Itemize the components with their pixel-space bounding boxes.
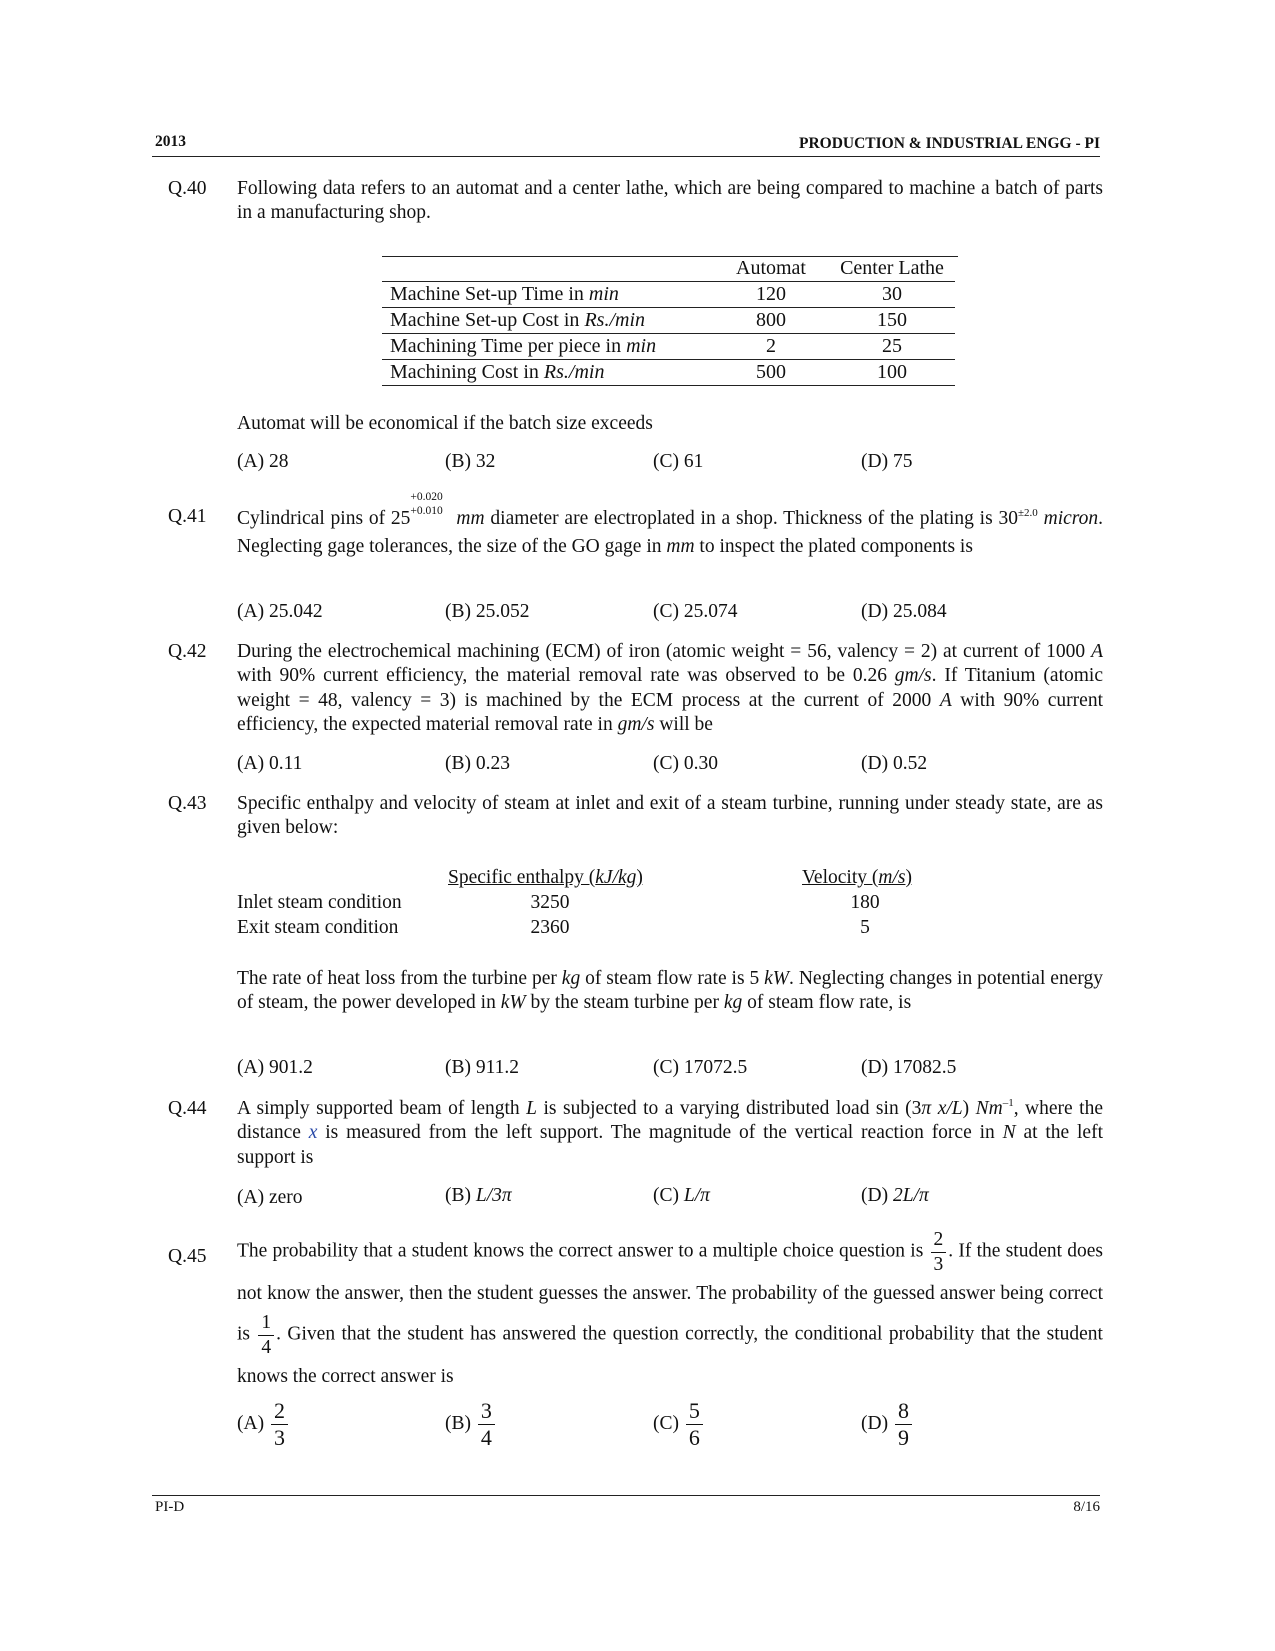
question-number: Q.44: [168, 1098, 207, 1119]
option-c: (C) L/π: [653, 1185, 710, 1206]
option-b: (B) $\frac{3}{4}$: [445, 1400, 497, 1449]
option-a: (A) 25.042: [237, 601, 323, 622]
table-cell: 2: [766, 335, 776, 357]
option-c: (C) 25.074: [653, 601, 738, 622]
table-row-label: Machining Time per piece in min: [390, 335, 657, 357]
steam-row-label: Inlet steam condition: [237, 892, 402, 913]
table-cell: 100: [877, 361, 907, 383]
table-cell: 150: [877, 309, 907, 331]
nominal-diameter: 25: [390, 508, 411, 529]
diameter-tolerance: +0.020 +0.010: [410, 491, 443, 517]
question-text: A simply supported beam of length L is subjected to a varying distributed load sin (3π x/L) $Nm^{-1}$, where the distance x is measured from the left support. The magnitude of the vertical reaction force in N at the left support is: [237, 1097, 1104, 1168]
option-b: (B) 25.052: [445, 601, 530, 622]
page-number: 8/16: [1073, 1499, 1100, 1515]
table-cell: 25: [882, 335, 902, 357]
table-row: [382, 282, 955, 308]
fraction: $\frac{5}{6}$: [686, 1400, 703, 1449]
table-row-label: Machining Cost in Rs./min: [390, 361, 605, 383]
table-row: [382, 360, 955, 386]
option-c: (C) 61: [653, 451, 704, 472]
steam-velocity-value: 5: [860, 917, 870, 938]
exam-year: 2013: [155, 133, 186, 150]
table-cell: 500: [756, 361, 786, 383]
question-number: Q.42: [168, 641, 207, 662]
table-row: [382, 334, 955, 360]
option-b: (B) 0.23: [445, 753, 510, 774]
option-a: (A) 0.11: [237, 753, 303, 774]
question-text: During the electrochemical machining (ECM) of iron (atomic weight = 56, valency = 2) at current of 1000 A with 90% current efficiency, the material removal rate was observed to be 0.26 gm/s. If Titanium (atomic weight = 48, valency = 3) is machined by the ECM process at the current of 2000 A with 90% current efficiency, the expected material removal rate in gm/s will be: [237, 641, 1103, 736]
option-d: (D) 17082.5: [861, 1057, 957, 1078]
option-b: (B) 32: [445, 451, 496, 472]
question-number: Q.45: [168, 1246, 207, 1267]
steam-row-label: Exit steam condition: [237, 917, 399, 938]
option-c: (C) 17072.5: [653, 1057, 748, 1078]
option-a: (A) 901.2: [237, 1057, 313, 1078]
table-top-rule: [382, 256, 958, 257]
option-a: (A) 28: [237, 451, 289, 472]
option-d: (D) 25.084: [861, 601, 947, 622]
question-text: Specific enthalpy and velocity of steam at inlet and exit of a steam turbine, running under steady state, are as given below:: [237, 793, 1103, 839]
header-rule: [152, 156, 1100, 157]
machine-comparison-table: [382, 256, 955, 386]
table-cell: 30: [882, 283, 902, 305]
option-b: (B) 911.2: [445, 1057, 520, 1078]
variable-x: x: [308, 1122, 318, 1144]
fraction: $\frac{2}{3}$: [931, 1230, 947, 1274]
option-c: (C) $\frac{5}{6}$: [653, 1400, 705, 1449]
question-number: Q.40: [168, 178, 207, 199]
option-a: (A) zero: [237, 1187, 303, 1208]
table-header-automat: Automat: [736, 257, 806, 279]
option-c: (C) 0.30: [653, 753, 718, 774]
table-row: [382, 308, 955, 334]
question-text: Following data refers to an automat and a center lathe, which are being compared to machine a batch of parts in a manufacturing shop.: [237, 178, 1103, 224]
question-text: Cylindrical pins of 25 +0.020 +0.010 mm diameter are electroplated in a shop. Thickness of the plating is $30^{\pm 2.0}$ micron. Neglecting gage tolerances, the size of the GO gage in mm to inspect the plated components is: [237, 491, 1104, 558]
option-a: (A) $\frac{2}{3}$: [237, 1400, 290, 1449]
plating-tolerance: ±2.0: [1018, 507, 1038, 519]
footer-rule: [152, 1495, 1100, 1496]
fraction: $\frac{2}{3}$: [271, 1400, 288, 1449]
option-d: (D) $\frac{8}{9}$: [861, 1400, 914, 1449]
steam-velocity-value: 180: [850, 892, 880, 913]
fraction: $\frac{3}{4}$: [478, 1400, 495, 1449]
question-text: The probability that a student knows the correct answer to a multiple choice question is $\frac{2}{3}$ . If the student does not know the answer, then the student guesses the answer. The probability of the guessed answer being correct is $\frac{1}{4}$ . Given that the student has answered the question correctly, the conditional probability that the student knows the correct answer is: [237, 1229, 1104, 1387]
fraction: $\frac{1}{4}$: [258, 1313, 274, 1357]
table-cell: 120: [756, 283, 786, 305]
table-cell: 800: [756, 309, 786, 331]
option-d: (D) 75: [861, 451, 913, 472]
subject-title: PRODUCTION & INDUSTRIAL ENGG - PI: [799, 135, 1100, 152]
option-d: (D) 0.52: [861, 753, 928, 774]
velocity-header: Velocity (m/s): [802, 867, 912, 888]
table-header-blank: [382, 256, 713, 282]
enthalpy-header: Specific enthalpy (kJ/kg): [448, 867, 643, 888]
option-b: (B) L/3π: [445, 1185, 512, 1206]
paper-code: PI-D: [155, 1499, 185, 1515]
table-row-label: Machine Set-up Time in min: [390, 283, 619, 305]
fraction: $\frac{8}{9}$: [895, 1400, 912, 1449]
steam-enthalpy-value: 2360: [530, 917, 570, 938]
question-paragraph: The rate of heat loss from the turbine per kg of steam flow rate is 5 kW. Neglecting changes in potential energy of steam, the power developed in kW by the steam turbine per kg of steam flow rate, is: [237, 968, 1104, 1014]
table-header-center-lathe: Center Lathe: [840, 257, 944, 279]
table-row-label: Machine Set-up Cost in Rs./min: [390, 309, 645, 331]
question-stem: Automat will be economical if the batch size exceeds: [237, 413, 653, 434]
option-d: (D) 2L/π: [861, 1185, 929, 1206]
steam-enthalpy-value: 3250: [530, 892, 570, 913]
question-number: Q.41: [168, 506, 207, 527]
table-header-row: [382, 256, 955, 282]
question-number: Q.43: [168, 793, 207, 814]
